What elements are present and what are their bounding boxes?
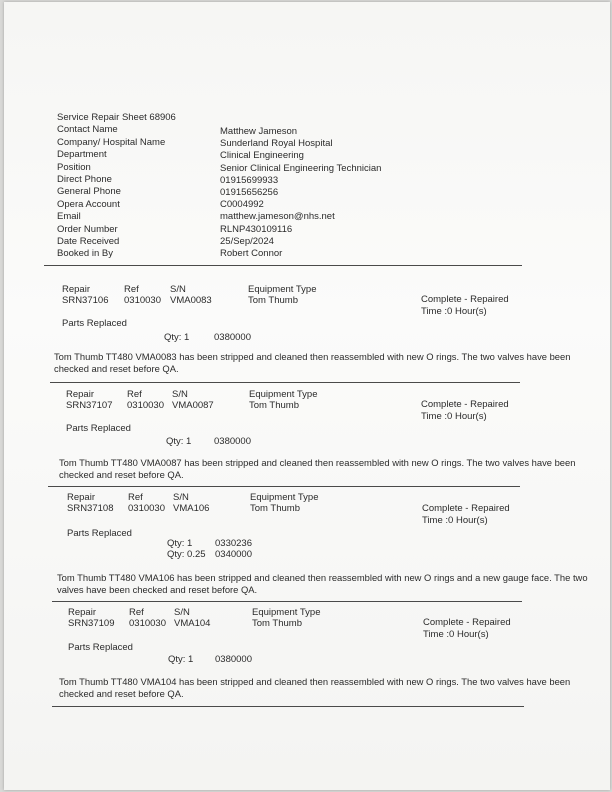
status-text: Complete - Repaired bbox=[423, 617, 511, 628]
repair-number: SRN37106 bbox=[62, 295, 109, 306]
divider bbox=[52, 601, 522, 602]
status-text: Complete - Repaired bbox=[422, 503, 510, 514]
parts-replaced-label: Parts Replaced bbox=[62, 318, 127, 329]
ref-label: Ref bbox=[128, 492, 143, 503]
part-number: 0340000 bbox=[215, 549, 252, 560]
field-label: Company/ Hospital Name bbox=[57, 136, 166, 148]
field-value: C0004992 bbox=[220, 199, 264, 211]
ref-value: 0310030 bbox=[127, 400, 164, 411]
repair-note: Tom Thumb TT480 VMA106 has been stripped and cleaned then reassembled with new O rings and a new gauge face. The two valves have been checked and reset before QA. bbox=[57, 572, 588, 595]
equipment-value: Tom Thumb bbox=[249, 400, 299, 411]
divider bbox=[50, 382, 520, 383]
sn-value: VMA104 bbox=[174, 618, 211, 629]
status-text: Complete - Repaired bbox=[421, 294, 509, 305]
equipment-value: Tom Thumb bbox=[250, 503, 300, 514]
sn-value: VMA0083 bbox=[170, 295, 212, 306]
ref-value: 0310030 bbox=[124, 295, 161, 306]
header-values bbox=[220, 126, 381, 260]
parts-replaced-label: Parts Replaced bbox=[68, 642, 133, 653]
ref-label: Ref bbox=[129, 607, 144, 618]
divider bbox=[52, 706, 524, 707]
equipment-type-label: Equipment Type bbox=[249, 389, 318, 400]
part-qty: Qty: 1 bbox=[166, 436, 192, 447]
repair-label: Repair bbox=[67, 492, 95, 503]
field-label: Email bbox=[57, 211, 81, 223]
field-label: Contact Name bbox=[57, 124, 118, 136]
sn-label: S/N bbox=[173, 492, 189, 503]
equipment-value: Tom Thumb bbox=[252, 618, 302, 629]
field-value: Clinical Engineering bbox=[220, 150, 304, 162]
field-value: Sunderland Royal Hospital bbox=[220, 138, 333, 150]
repair-number: SRN37107 bbox=[66, 400, 113, 411]
field-value: Robert Connor bbox=[220, 248, 283, 260]
field-label: Direct Phone bbox=[57, 174, 112, 186]
part-number: 0380000 bbox=[214, 436, 251, 447]
time-text: Time :0 Hour(s) bbox=[422, 515, 488, 526]
part-qty: Qty: 1 bbox=[167, 538, 193, 549]
time-text: Time :0 Hour(s) bbox=[421, 411, 487, 422]
field-label: General Phone bbox=[57, 186, 121, 198]
repair-note: Tom Thumb TT480 VMA104 has been stripped and cleaned then reassembled with new O rings. The two valves have been checked and reset before QA. bbox=[59, 676, 571, 699]
divider bbox=[48, 486, 520, 487]
field-value: Senior Clinical Engineering Technician bbox=[220, 162, 382, 174]
parts-replaced-label: Parts Replaced bbox=[67, 528, 132, 539]
field-value: 25/Sep/2024 bbox=[220, 235, 274, 247]
time-text: Time :0 Hour(s) bbox=[421, 306, 487, 317]
ref-label: Ref bbox=[124, 284, 139, 295]
part-qty: Qty: 1 bbox=[164, 332, 190, 343]
repair-label: Repair bbox=[62, 284, 90, 295]
equipment-type-label: Equipment Type bbox=[250, 492, 319, 503]
sn-label: S/N bbox=[172, 389, 188, 400]
sn-label: S/N bbox=[174, 607, 190, 618]
ref-value: 0310030 bbox=[129, 618, 166, 629]
equipment-type-label: Equipment Type bbox=[252, 607, 321, 618]
repair-number: SRN37108 bbox=[67, 503, 114, 514]
field-value: Matthew Jameson bbox=[220, 126, 298, 137]
field-value: RLNP430109116 bbox=[220, 223, 293, 235]
field-label: Booked in By bbox=[57, 248, 113, 260]
repair-label: Repair bbox=[68, 607, 96, 618]
field-label: Date Received bbox=[57, 236, 120, 248]
ref-value: 0310030 bbox=[128, 503, 165, 514]
part-qty: Qty: 1 bbox=[168, 654, 194, 665]
sn-value: VMA0087 bbox=[172, 400, 214, 411]
field-label: Opera Account bbox=[57, 198, 120, 210]
repair-label: Repair bbox=[66, 389, 94, 400]
header-labels bbox=[57, 112, 176, 261]
repair-note: Tom Thumb TT480 VMA0083 has been stripped and cleaned then reassembled with new O rings. The two valves have been checked and reset before QA. bbox=[54, 351, 571, 374]
status-text: Complete - Repaired bbox=[421, 399, 509, 410]
field-label: Order Number bbox=[57, 223, 118, 235]
parts-replaced-label: Parts Replaced bbox=[66, 423, 131, 434]
part-number: 0330236 bbox=[215, 538, 252, 549]
sn-value: VMA106 bbox=[173, 503, 210, 514]
repair-number: SRN37109 bbox=[68, 618, 115, 629]
repair-note: Tom Thumb TT480 VMA0087 has been stripped and cleaned then reassembled with new O rings. The two valves have been checked and reset before QA. bbox=[59, 457, 576, 480]
part-number: 0380000 bbox=[215, 654, 252, 665]
part-qty: Qty: 0.25 bbox=[167, 549, 206, 560]
sheet-title: Service Repair Sheet 68906 bbox=[57, 112, 176, 123]
equipment-value: Tom Thumb bbox=[248, 295, 298, 306]
ref-label: Ref bbox=[127, 389, 142, 400]
field-label: Position bbox=[57, 161, 91, 173]
time-text: Time :0 Hour(s) bbox=[423, 629, 489, 640]
field-label: Department bbox=[57, 149, 107, 161]
divider bbox=[44, 265, 522, 266]
sn-label: S/N bbox=[170, 284, 186, 295]
equipment-type-label: Equipment Type bbox=[248, 284, 317, 295]
part-number: 0380000 bbox=[214, 332, 251, 343]
field-value: 01915699933 bbox=[220, 174, 279, 186]
field-value: matthew.jameson@nhs.net bbox=[220, 211, 335, 223]
field-value: 01915656256 bbox=[220, 187, 279, 199]
